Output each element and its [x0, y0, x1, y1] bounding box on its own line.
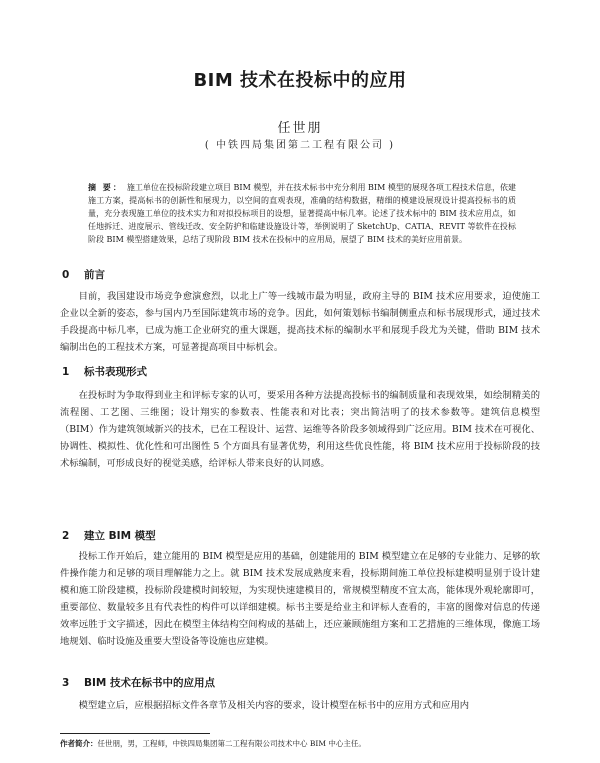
section-number: 0: [62, 269, 70, 281]
section-title: BIM 技术在标书中的应用点: [84, 677, 216, 689]
section-number: 1: [62, 366, 70, 378]
section-2-paragraph: 投标工作开始后，建立能用的 BIM 模型是应用的基础，创建能用的 BIM 模型建立在足够的专业能力、足够的软件操作能力和足够的项目理解能力之上。就 BIM 技术发展成熟度来看，投标期间施工单位投标建模明显别于设计建模和施工阶段建模，投标阶段建模时间较短，为实现快速建模目的，常规模型精度不宜太高，能体现外观轮廓即可，重要部位、数量较多且有代表性的构件可以详细建模。标书主要是给业主和评标人查看的，丰富的图像对信息的传递效率远胜于文字描述，因此在模型主体结构空间构成的基础上，还应兼顾施组方案和工艺措施的三维体现，像施工场地规划、临时设施及重要大型设备等设施也应建模。: [60, 551, 540, 647]
section-heading-1: [62, 364, 147, 379]
section-title: 前言: [84, 269, 105, 281]
section-heading-0: [62, 267, 105, 282]
section-0-paragraph: 目前，我国建设市场竞争愈演愈烈，以北上广等一线城市最为明显，政府主导的 BIM 技术应用要求，迫使施工企业以全新的姿态，参与国内乃至国际建筑市场的竞争。因此，如何策划标书编制侧重点和标书展现形式，通过技术手段提高中标几率，已成为施工企业研究的重大课题，提高技术标的编制水平和展现手段尤为关键，借助 BIM 技术编制出色的工程技术方案，可显著提高项目中标机会。: [60, 291, 540, 353]
footnote-label: 作者简介：: [60, 739, 98, 748]
section-number: 3: [62, 677, 70, 689]
section-1-paragraph: 在投标时为争取得到业主和评标专家的认可，要采用各种方法提高投标书的编制质量和表现效果，如绘制精美的流程图、工艺图、三维图；设计翔实的参数表、性能表和对比表；突出简洁明了的技术参数等。建筑信息模型（BIM）作为建筑领域新兴的技术，已在工程设计、运营、运维等各阶段多领域得到广泛应用。BIM 技术在可视化、协调性、模拟性、优化性和可出图性 5 个方面具有显著优势，利用这些优良性能，将 BIM 技术应用于投标阶段的技术标编制，可形成良好的视觉美感，给评标人带来良好的认同感。: [60, 390, 540, 469]
footnote-text: 任世朋，男，工程师，中铁四局集团第二工程有限公司技术中心 BIM 中心主任。: [97, 739, 366, 748]
section-heading-2: [62, 528, 156, 543]
section-title: 建立 BIM 模型: [84, 530, 156, 542]
footnote: [60, 738, 540, 749]
paper-title: BIM 技术在投标中的应用: [193, 70, 407, 91]
section-heading-3: [62, 675, 215, 690]
section-number: 2: [62, 530, 70, 542]
section-title: 标书表现形式: [84, 366, 147, 378]
abstract: [88, 181, 516, 246]
section-3-paragraph: 模型建立后，应根据招标文件各章节及相关内容的要求，设计模型在标书中的应用方式和应用内: [78, 700, 470, 711]
author-name: 任世朋: [277, 121, 323, 136]
abstract-label: 摘 要：: [88, 182, 123, 192]
abstract-text: 施工单位在投标阶段建立项目 BIM 模型，并在技术标书中充分利用 BIM 模型的展现各项工程技术信息，依建施工方案，提高标书的创新性和展现力，以空间的直观表现，准确的结构数据，精细的模建设展现设计提高投标书的质量，充分表现施工单位的技术实力和对拟投标项目的设想，显著提高中标几率。论述了技术标中的 BIM 技术应用点，如任地拆迁、进度展示、管线迁改、安全防护和临建设施设计等，举例说明了 SketchUp、CATIA、REVIT 等软件在投标阶段 BIM 模型搭建效果，总结了现阶段 BIM 技术在投标中的应用局，展望了 BIM 技术的美好应用前景。: [88, 183, 516, 244]
author-affiliation: ( 中铁四局集团第二工程有限公司 ): [204, 140, 396, 151]
footnote-rule: [60, 733, 210, 734]
